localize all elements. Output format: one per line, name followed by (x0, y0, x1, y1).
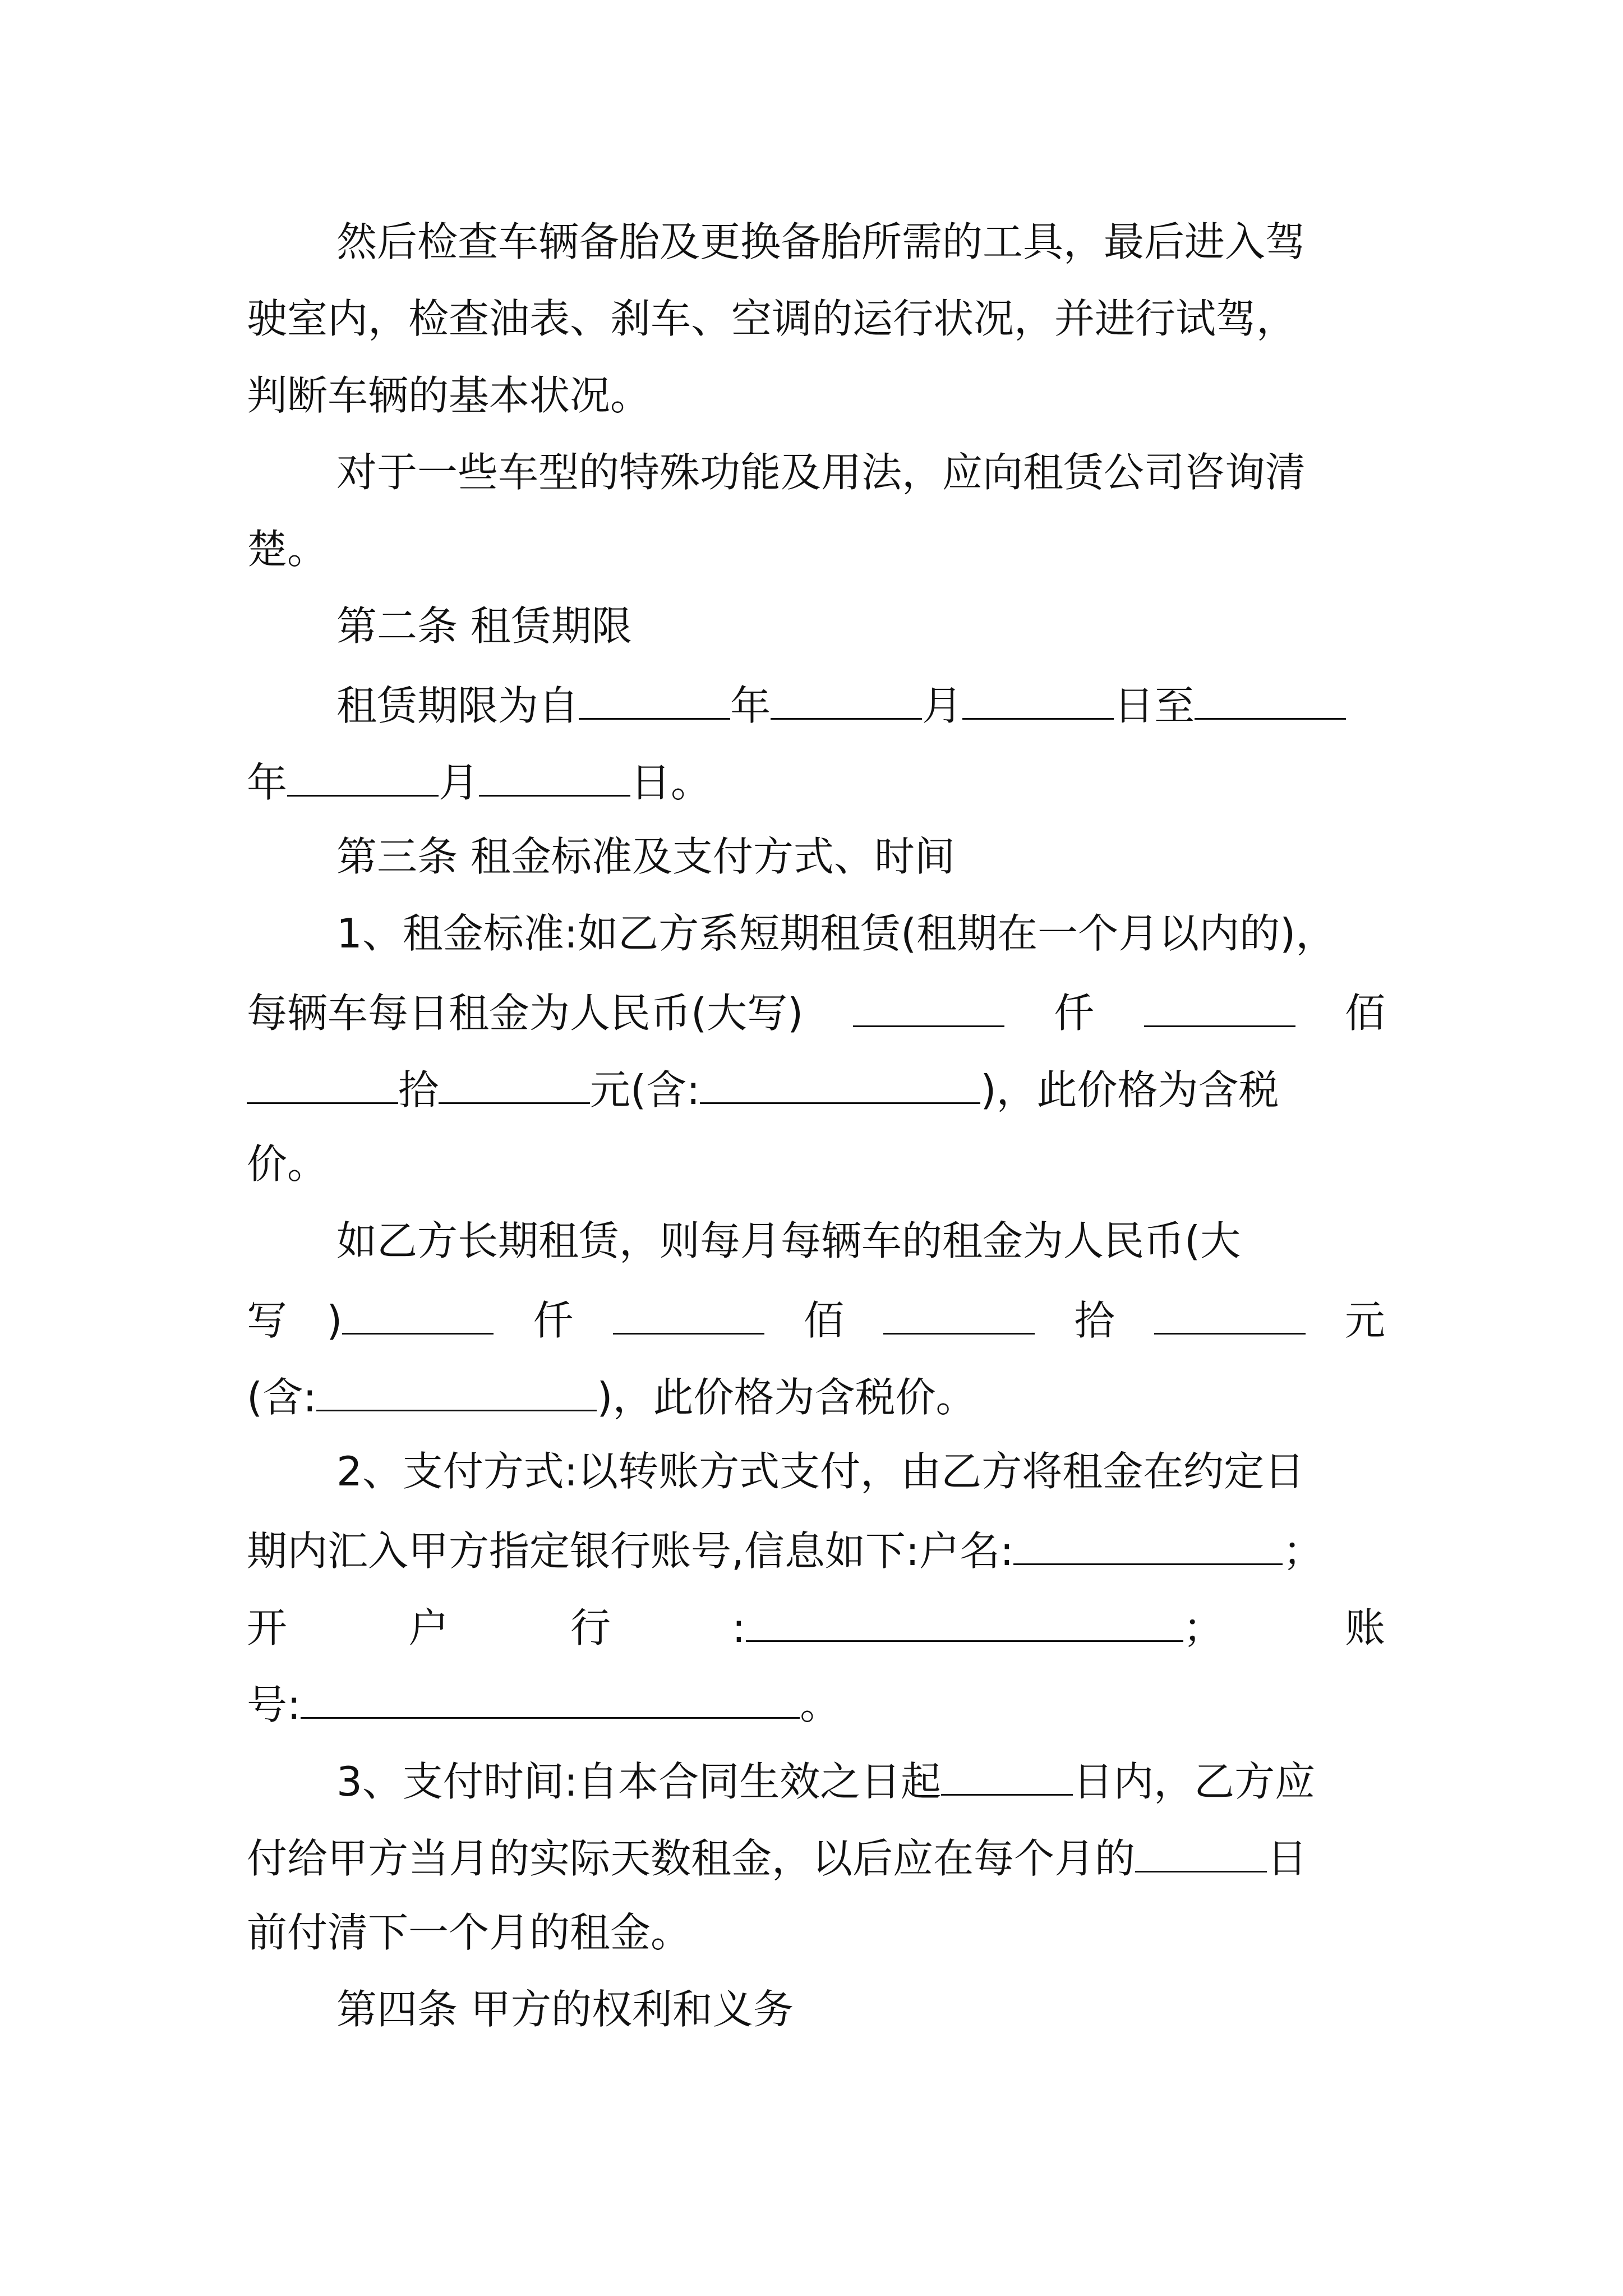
blank-field[interactable] (771, 666, 922, 720)
bank-label-char: 户 (408, 1604, 449, 1651)
blank-field[interactable] (579, 666, 730, 720)
rent-line (247, 1051, 1385, 1124)
lease-period-line (247, 743, 1385, 816)
blank-field[interactable] (853, 974, 1004, 1027)
payment-time-line (247, 1819, 1385, 1892)
blank-field[interactable] (301, 1665, 800, 1719)
blank-field[interactable] (1154, 1281, 1306, 1335)
tax-included-text: )，此价格为含税 (980, 1066, 1279, 1114)
paragraph-line: 价。 (247, 1140, 328, 1188)
section-heading: 第四条 甲方的权利和义务 (336, 1986, 794, 2033)
bank-line (247, 1512, 1385, 1585)
thousand-label: 仟 (533, 1297, 574, 1344)
day-to-label: 日至 (1114, 682, 1195, 729)
paragraph-line: 前付清下一个月的租金。 (247, 1909, 691, 1956)
section-heading: 第二条 租赁期限 (336, 602, 632, 650)
blank-field[interactable] (316, 1358, 597, 1411)
blank-field[interactable] (342, 1281, 494, 1335)
blank-field[interactable] (941, 1742, 1073, 1796)
blank-field[interactable] (962, 666, 1114, 720)
colon: : (732, 1604, 746, 1651)
semicolon: ； (1283, 1527, 1324, 1575)
bank-line (247, 1665, 1385, 1738)
semicolon: ； (1183, 1604, 1224, 1651)
blank-field[interactable] (1135, 1819, 1267, 1872)
ten-label: 拾 (398, 1066, 439, 1114)
blank-field[interactable] (613, 1281, 764, 1335)
bank-label-char: 开 (247, 1604, 288, 1651)
period: 。 (800, 1681, 841, 1728)
ten-label: 拾 (1074, 1297, 1115, 1344)
section-heading: 第三条 租金标准及支付方式、时间 (336, 833, 955, 880)
blank-field[interactable] (700, 1051, 980, 1104)
account-name-label: 期内汇入甲方指定银行账号,信息如下:户名: (247, 1527, 1014, 1575)
incl-label: (含: (247, 1374, 317, 1421)
lease-period-label: 租赁期限为自 (336, 682, 579, 729)
tax-included-text: )，此价格为含税价。 (597, 1374, 976, 1421)
bank-label-char: 行 (570, 1604, 611, 1651)
paragraph-line: 2、支付方式:以转账方式支付，由乙方将租金在约定日 (336, 1448, 1305, 1495)
blank-field[interactable] (1195, 666, 1346, 720)
rent-text: 每辆车每日租金为人民币(大写) (247, 990, 804, 1037)
paragraph-line: 如乙方长期租赁，则每月每辆车的租金为人民币(大 (336, 1217, 1241, 1264)
blank-field[interactable] (479, 743, 630, 797)
year-label: 年 (730, 682, 771, 729)
hundred-label: 佰 (1344, 990, 1385, 1037)
month-label: 月 (922, 682, 963, 729)
month-label: 月 (439, 759, 479, 806)
rent-line (247, 1281, 1385, 1354)
payment-time-text: 3、支付时间:自本合同生效之日起 (336, 1758, 942, 1805)
yuan-incl-label: 元(含: (590, 1066, 700, 1114)
paren-close: ) (326, 1297, 343, 1344)
write-label: 写 (247, 1297, 288, 1344)
payment-time-text: 付给甲方当月的实际天数租金，以后应在每个月的 (247, 1835, 1136, 1882)
thousand-label: 仟 (1054, 990, 1095, 1037)
paragraph-line: 然后检查车辆备胎及更换备胎所需的工具，最后进入驾 (336, 218, 1306, 265)
blank-field[interactable] (1144, 974, 1295, 1027)
account-number-label: 号: (247, 1681, 301, 1728)
paragraph-line: 楚。 (247, 526, 328, 573)
paragraph-line: 对于一些车型的特殊功能及用法，应向租赁公司咨询清 (336, 449, 1306, 496)
hundred-label: 佰 (804, 1297, 845, 1344)
paragraph-line: 1、租金标准:如乙方系短期租赁(租期在一个月以内的)， (336, 910, 1336, 957)
rent-line (247, 974, 1385, 1047)
yuan-label: 元 (1344, 1297, 1385, 1344)
blank-field[interactable] (247, 1051, 398, 1104)
year-label: 年 (247, 759, 288, 806)
day-label: 日。 (630, 759, 712, 806)
blank-field[interactable] (439, 1051, 590, 1104)
day-label: 日 (1267, 1835, 1308, 1882)
blank-field[interactable] (1013, 1512, 1283, 1565)
bank-line (247, 1589, 1385, 1662)
blank-field[interactable] (746, 1589, 1183, 1642)
payment-time-line (336, 1742, 1385, 1815)
payment-time-text: 日内，乙方应 (1073, 1758, 1316, 1805)
blank-field[interactable] (883, 1281, 1035, 1335)
blank-field[interactable] (287, 743, 439, 797)
paragraph-line: 判断车辆的基本状况。 (247, 372, 651, 419)
lease-period-line (336, 666, 1385, 739)
paragraph-line: 驶室内，检查油表、刹车、空调的运行状况，并进行试驾， (247, 295, 1297, 342)
account-label-char: 账 (1344, 1604, 1385, 1651)
rent-line (247, 1358, 1385, 1431)
